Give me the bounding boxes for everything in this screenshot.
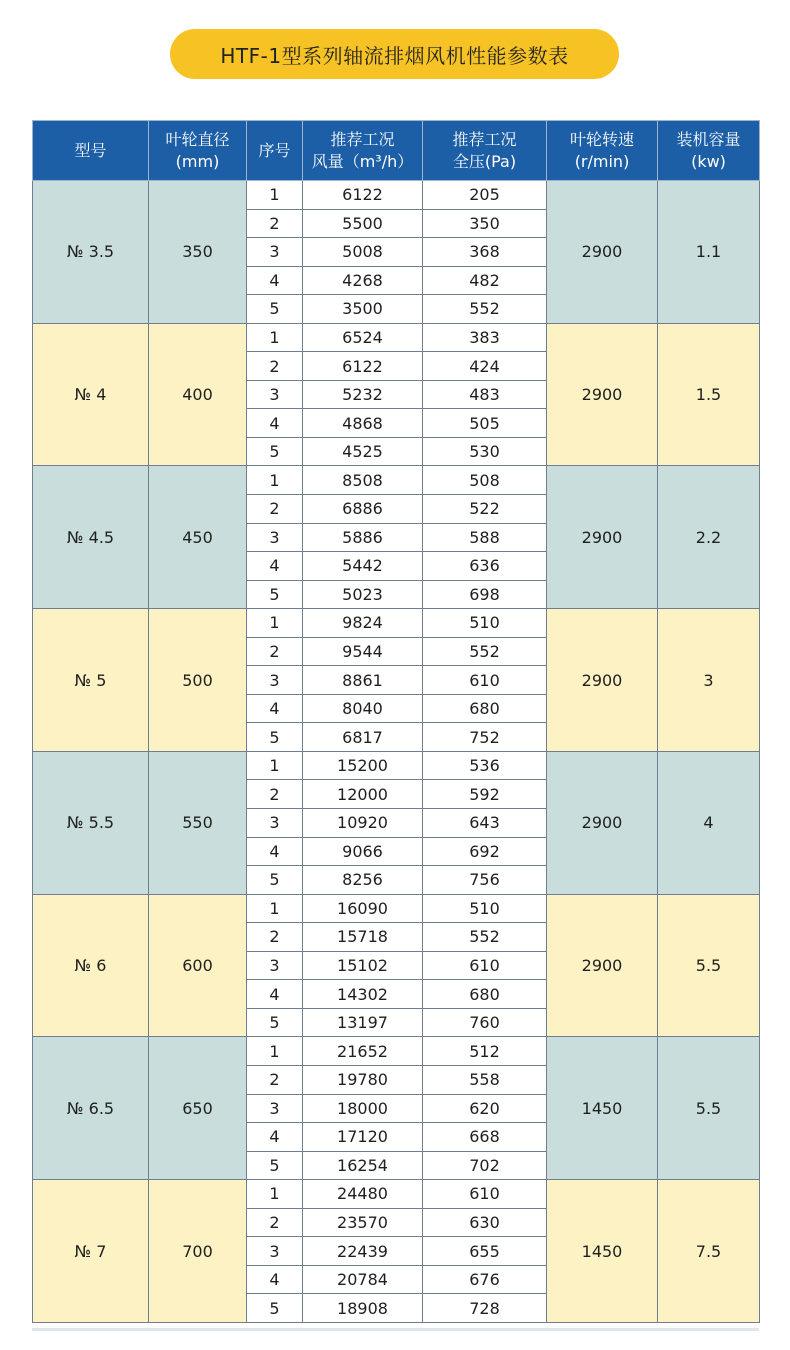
table-header-row [33,121,760,181]
cell-pressure: 512 [423,1037,547,1066]
cell-seq: 4 [247,837,303,866]
cell-pressure: 483 [423,380,547,409]
cell-power: 3 [658,609,760,752]
cell-airflow: 4268 [303,266,423,295]
cell-pressure: 630 [423,1208,547,1237]
cell-seq: 4 [247,1123,303,1152]
cell-seq: 4 [247,694,303,723]
cell-airflow: 8256 [303,866,423,895]
header-speed: 叶轮转速 (r/min) [547,121,658,181]
cell-seq: 1 [247,609,303,638]
cell-airflow: 15200 [303,751,423,780]
cell-seq: 1 [247,894,303,923]
cell-airflow: 18908 [303,1294,423,1323]
cell-pressure: 510 [423,609,547,638]
cell-seq: 5 [247,295,303,324]
cell-airflow: 6122 [303,352,423,381]
cell-pressure: 592 [423,780,547,809]
cell-airflow: 14302 [303,980,423,1009]
cell-seq: 5 [247,866,303,895]
cell-pressure: 552 [423,923,547,952]
cell-model: № 6 [33,894,149,1037]
cell-seq: 1 [247,323,303,352]
cell-speed: 2900 [547,751,658,894]
cell-seq: 1 [247,1037,303,1066]
header-seq: 序号 [247,121,303,181]
cell-seq: 2 [247,780,303,809]
cell-seq: 3 [247,380,303,409]
cell-pressure: 668 [423,1123,547,1152]
cell-power: 4 [658,751,760,894]
cell-model: № 7 [33,1180,149,1323]
cell-airflow: 13197 [303,1008,423,1037]
cell-pressure: 620 [423,1094,547,1123]
table-row [33,609,760,638]
cell-power: 5.5 [658,894,760,1037]
cell-seq: 3 [247,1237,303,1266]
cell-pressure: 655 [423,1237,547,1266]
cell-pressure: 205 [423,181,547,210]
cell-pressure: 752 [423,723,547,752]
cell-pressure: 756 [423,866,547,895]
cell-airflow: 9066 [303,837,423,866]
page-title: HTF-1型系列轴流排烟风机性能参数表 [170,29,619,79]
cell-seq: 2 [247,923,303,952]
cell-airflow: 5008 [303,238,423,267]
cell-pressure: 530 [423,437,547,466]
cell-seq: 3 [247,809,303,838]
cell-airflow: 8508 [303,466,423,495]
cell-pressure: 350 [423,209,547,238]
cell-seq: 3 [247,523,303,552]
cell-pressure: 536 [423,751,547,780]
header-airflow: 推荐工况 风量（m³/h） [303,121,423,181]
cell-airflow: 18000 [303,1094,423,1123]
cell-airflow: 9544 [303,637,423,666]
cell-model: № 5.5 [33,751,149,894]
cell-seq: 4 [247,266,303,295]
cell-airflow: 5886 [303,523,423,552]
cell-pressure: 702 [423,1151,547,1180]
cell-seq: 4 [247,552,303,581]
cell-seq: 2 [247,495,303,524]
cell-airflow: 5023 [303,580,423,609]
cell-diameter: 450 [149,466,247,609]
cell-diameter: 650 [149,1037,247,1180]
cell-seq: 1 [247,1180,303,1209]
cell-pressure: 558 [423,1065,547,1094]
cell-speed: 2900 [547,466,658,609]
cell-model: № 4 [33,323,149,466]
cell-speed: 2900 [547,181,658,324]
cell-airflow: 16090 [303,894,423,923]
cell-seq: 2 [247,1065,303,1094]
cell-seq: 3 [247,1094,303,1123]
table-row [33,894,760,923]
cell-speed: 2900 [547,323,658,466]
cell-airflow: 5442 [303,552,423,581]
cell-airflow: 6524 [303,323,423,352]
cell-model: № 6.5 [33,1037,149,1180]
cell-seq: 2 [247,1208,303,1237]
cell-pressure: 643 [423,809,547,838]
cell-airflow: 3500 [303,295,423,324]
cell-speed: 1450 [547,1180,658,1323]
cell-pressure: 505 [423,409,547,438]
cell-airflow: 22439 [303,1237,423,1266]
cell-airflow: 17120 [303,1123,423,1152]
cell-seq: 5 [247,437,303,466]
cell-seq: 3 [247,666,303,695]
cell-pressure: 424 [423,352,547,381]
cell-pressure: 508 [423,466,547,495]
cell-airflow: 23570 [303,1208,423,1237]
cell-seq: 5 [247,580,303,609]
cell-diameter: 500 [149,609,247,752]
cell-airflow: 4525 [303,437,423,466]
cell-airflow: 12000 [303,780,423,809]
cell-diameter: 700 [149,1180,247,1323]
cell-seq: 1 [247,751,303,780]
cell-diameter: 350 [149,181,247,324]
cell-power: 2.2 [658,466,760,609]
cell-pressure: 636 [423,552,547,581]
cell-airflow: 8861 [303,666,423,695]
cell-seq: 5 [247,1151,303,1180]
cell-pressure: 610 [423,666,547,695]
cell-pressure: 680 [423,980,547,1009]
cell-pressure: 676 [423,1265,547,1294]
cell-pressure: 552 [423,637,547,666]
cell-airflow: 21652 [303,1037,423,1066]
cell-power: 5.5 [658,1037,760,1180]
header-impeller-diameter: 叶轮直径 (mm) [149,121,247,181]
cell-model: № 4.5 [33,466,149,609]
cell-pressure: 692 [423,837,547,866]
table-bottom-shadow [32,1328,759,1331]
cell-pressure: 510 [423,894,547,923]
cell-pressure: 552 [423,295,547,324]
cell-airflow: 8040 [303,694,423,723]
cell-diameter: 550 [149,751,247,894]
header-pressure: 推荐工况 全压(Pa) [423,121,547,181]
cell-seq: 1 [247,181,303,210]
cell-seq: 2 [247,209,303,238]
cell-seq: 4 [247,980,303,1009]
cell-pressure: 383 [423,323,547,352]
cell-model: № 5 [33,609,149,752]
performance-table [32,120,760,1323]
cell-airflow: 10920 [303,809,423,838]
cell-airflow: 20784 [303,1265,423,1294]
cell-airflow: 6817 [303,723,423,752]
cell-pressure: 728 [423,1294,547,1323]
table-row [33,1037,760,1066]
header-model: 型号 [33,121,149,181]
cell-diameter: 400 [149,323,247,466]
cell-power: 1.5 [658,323,760,466]
cell-pressure: 588 [423,523,547,552]
cell-airflow: 6886 [303,495,423,524]
cell-airflow: 24480 [303,1180,423,1209]
cell-pressure: 760 [423,1008,547,1037]
table-row [33,751,760,780]
cell-airflow: 5500 [303,209,423,238]
cell-airflow: 15718 [303,923,423,952]
table-row [33,181,760,210]
cell-pressure: 698 [423,580,547,609]
cell-airflow: 6122 [303,181,423,210]
cell-seq: 4 [247,1265,303,1294]
cell-seq: 5 [247,1008,303,1037]
header-power: 装机容量 (kw) [658,121,760,181]
cell-pressure: 680 [423,694,547,723]
table-row [33,1180,760,1209]
cell-model: № 3.5 [33,181,149,324]
cell-speed: 1450 [547,1037,658,1180]
cell-airflow: 5232 [303,380,423,409]
table-body [33,181,760,1323]
cell-speed: 2900 [547,894,658,1037]
cell-diameter: 600 [149,894,247,1037]
cell-airflow: 15102 [303,951,423,980]
cell-airflow: 19780 [303,1065,423,1094]
cell-seq: 3 [247,238,303,267]
cell-seq: 5 [247,723,303,752]
cell-seq: 3 [247,951,303,980]
cell-seq: 2 [247,637,303,666]
table-row [33,466,760,495]
cell-seq: 2 [247,352,303,381]
cell-power: 7.5 [658,1180,760,1323]
cell-seq: 5 [247,1294,303,1323]
cell-pressure: 368 [423,238,547,267]
cell-pressure: 482 [423,266,547,295]
cell-speed: 2900 [547,609,658,752]
cell-pressure: 522 [423,495,547,524]
cell-airflow: 9824 [303,609,423,638]
cell-pressure: 610 [423,1180,547,1209]
cell-power: 1.1 [658,181,760,324]
cell-pressure: 610 [423,951,547,980]
table-row [33,323,760,352]
cell-seq: 4 [247,409,303,438]
cell-airflow: 4868 [303,409,423,438]
cell-airflow: 16254 [303,1151,423,1180]
cell-seq: 1 [247,466,303,495]
